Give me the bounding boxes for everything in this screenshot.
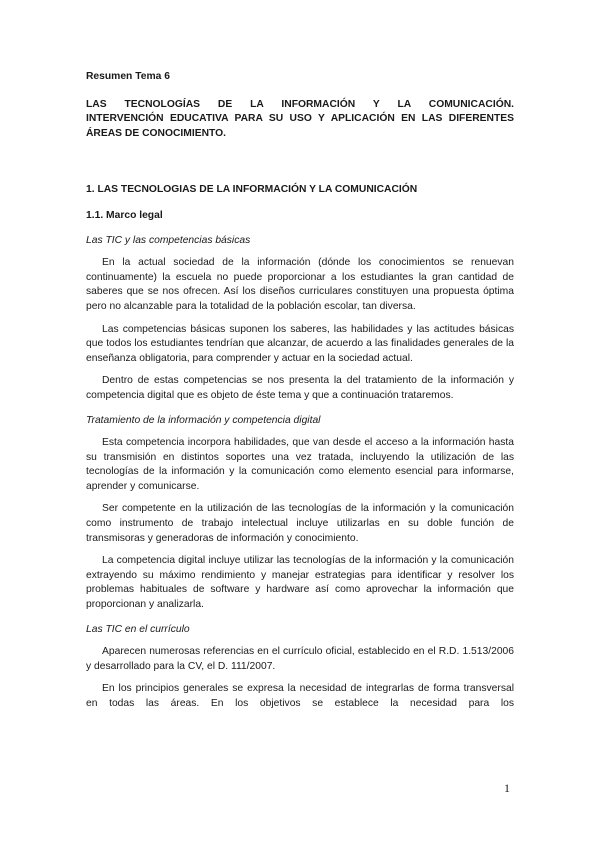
subheading-tic-basicas: Las TIC y las competencias básicas bbox=[86, 234, 251, 246]
page-number: 1 bbox=[504, 781, 510, 795]
title-line-3: ÁREAS DE CONOCIMIENTO. bbox=[86, 127, 226, 139]
paragraph-4: Esta competencia incorpora habilidades, que van desde el acceso a la información hasta su transmisión en distintos soportes una vez tratada, incluyendo la utilización de las tecnologías de la información y la comunicación como elemento esencial para informarse, aprender y comunicarse. bbox=[86, 437, 514, 492]
document-title bbox=[86, 98, 514, 142]
subheading-tratamiento: Tratamiento de la información y competencia digital bbox=[86, 414, 321, 426]
paragraph-5: Ser competente en la utilización de las tecnologías de la información y la comunicación como instrumento de trabajo intelectual incluye utilizarlas en su doble función de transmisoras y generadoras de información y conocimiento. bbox=[86, 503, 514, 544]
section-1-heading: 1. LAS TECNOLOGIAS DE LA INFORMACIÓN Y LA COMUNICACIÓN bbox=[86, 184, 418, 196]
paragraph-7: Aparecen numerosas referencias en el currículo oficial, establecido en el R.D. 1.513/2006 y desarrollado para la CV, el D. 111/2007. bbox=[86, 646, 514, 672]
paragraph-3: Dentro de estas competencias se nos presenta la del tratamiento de la información y competencia digital que es objeto de éste tema y que a continuación trataremos. bbox=[86, 375, 514, 401]
paragraph-1: En la actual sociedad de la información (dónde los conocimientos se renuevan continuamente) la escuela no puede proporcionar a los estudiantes la gran cantidad de saberes que se nos ofrecen. Así los diseños curriculares constituyen una propuesta óptima pero no alcanzable para la totalidad de la población escolar, tan diversa. bbox=[86, 257, 514, 312]
page-content bbox=[86, 70, 514, 712]
paragraph-8: En los principios generales se expresa la necesidad de integrarlas de forma transversal en todas las áreas. En los objetivos se establece la necesidad para los bbox=[86, 683, 514, 709]
title-line-1: LAS TECNOLOGÍAS DE LA INFORMACIÓN Y LA COMUNICACIÓN. bbox=[86, 98, 514, 110]
paragraph-6: La competencia digital incluye utilizar las tecnologías de la información y la comunicación extrayendo su máximo rendimiento y manejar estrategias para identificar y resolver los problemas habituales de software y hardware así como aprovechar la información que proporcionan y analizarla. bbox=[86, 555, 514, 611]
subheading-curriculo: Las TIC en el currículo bbox=[86, 623, 190, 635]
section-1-1-heading: 1.1. Marco legal bbox=[86, 209, 163, 221]
paragraph-2: Las competencias básicas suponen los saberes, las habilidades y las actitudes básicas que todos los estudiantes tendrían que alcanzar, de acuerdo a las finalidades generales de la enseñanza obligatoria, para comprender y actuar en la sociedad actual. bbox=[86, 323, 514, 364]
title-line-2: INTERVENCIÓN EDUCATIVA PARA SU USO Y APLICACIÓN EN LAS DIFERENTES bbox=[86, 113, 514, 125]
summary-label: Resumen Tema 6 bbox=[86, 71, 170, 82]
